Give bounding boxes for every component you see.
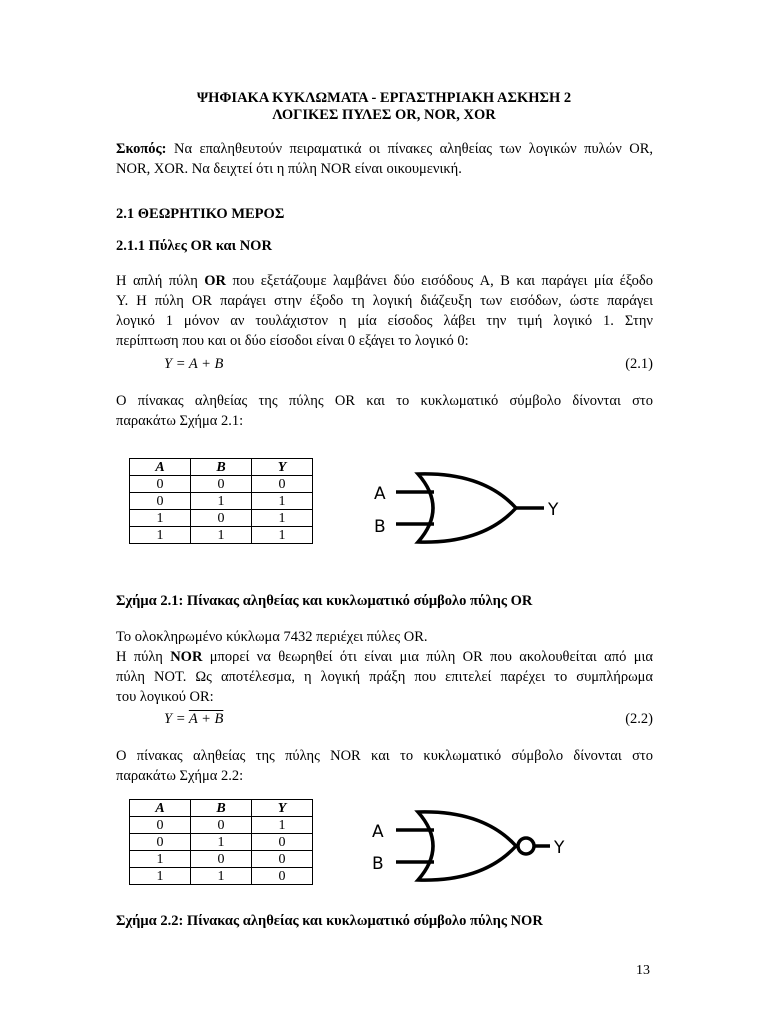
table-cell: 0 <box>191 476 252 493</box>
table-cell: 1 <box>130 868 191 885</box>
nor-table-intro-line2: παρακάτω Σχήμα 2.2: <box>116 768 244 784</box>
page-number: 13 <box>636 963 650 978</box>
table-row <box>130 851 313 868</box>
header-b: B <box>191 800 252 817</box>
table-cell: 1 <box>252 817 313 834</box>
nor-input-b-label: B <box>372 854 384 874</box>
table-cell: 1 <box>191 834 252 851</box>
purpose-paragraph <box>116 139 653 179</box>
table-cell: 1 <box>130 510 191 527</box>
figure-caption-2-1: Σχήμα 2.1: Πίνακας αληθείας και κυκλωματικό σύμβολο πύλης OR <box>116 593 533 609</box>
table-row <box>130 868 313 885</box>
table-cell: 0 <box>252 851 313 868</box>
header-b: B <box>191 459 252 476</box>
or-output-y-label: Y <box>548 500 559 520</box>
equation-2-2-number: (2.2) <box>625 711 653 727</box>
table-header-row <box>130 459 313 476</box>
table-cell: 0 <box>130 476 191 493</box>
equation-2-1-number: (2.1) <box>625 356 653 372</box>
table-cell: 1 <box>191 493 252 510</box>
table-cell: 0 <box>130 493 191 510</box>
purpose-line1: Να επαληθευτούν πειραματικά οι πίνακες αληθείας των λογικών πυλών OR, <box>173 141 653 157</box>
table-cell: 0 <box>252 868 313 885</box>
or-intro-paragraph <box>116 271 653 351</box>
table-row <box>130 834 313 851</box>
or-input-b-label: B <box>374 517 386 537</box>
equation-2-2 <box>164 711 223 728</box>
table-cell: 1 <box>130 851 191 868</box>
purpose-line2: NOR, XOR. Να δειχτεί ότι η πύλη NOR είναι οικουμενική. <box>116 161 462 177</box>
or-table-intro-line1: Ο πίνακας αληθείας της πύλης OR και το κυκλωματικό σύμβολο δίνονται στο <box>116 393 653 409</box>
table-row <box>130 510 313 527</box>
header-y: Y <box>252 459 313 476</box>
nor-table-intro <box>116 746 653 786</box>
eq2-lhs: Y = <box>164 711 189 727</box>
table-cell: 1 <box>252 493 313 510</box>
or-truth-table <box>129 458 313 544</box>
table-cell: 1 <box>191 868 252 885</box>
table-cell: 0 <box>191 817 252 834</box>
header-a: A <box>130 800 191 817</box>
nor-table-intro-line1: Ο πίνακας αληθείας της πύλης NOR και το κυκλωματικό σύμβολο δίνονται στο <box>116 748 653 764</box>
doc-title-line2: ΛΟΓΙΚΕΣ ΠΥΛΕΣ OR, NOR, XOR <box>272 107 496 123</box>
or-input-a-label: A <box>374 484 386 504</box>
header-y: Y <box>252 800 313 817</box>
or-intro-line2: Y. Η πύλη OR παράγει στην έξοδο τη λογική διάζευξη των εισόδων, ώστε παράγει <box>116 293 653 309</box>
table-cell: 1 <box>191 527 252 544</box>
doc-title-line1: ΨΗΦΙΑΚΑ ΚΥΚΛΩΜΑΤΑ - ΕΡΓΑΣΤΗΡΙΑΚΗ ΑΣΚΗΣΗ 2 <box>196 90 572 106</box>
table-cell: 1 <box>130 527 191 544</box>
purpose-label: Σκοπός: <box>116 141 167 157</box>
table-cell: 0 <box>252 834 313 851</box>
or-intro-line1-post: που εξετάζουμε λαμβάνει δύο εισόδους A, B και παράγει μία έξοδο <box>226 273 653 289</box>
table-cell: 1 <box>252 510 313 527</box>
nor-intro-line2: πύλη NOT. Ως αποτέλεσμα, η λογική πράξη που επιτελεί παρέχει το συμπλήρωμα <box>116 669 653 685</box>
nor-intro-line1-pre: Η πύλη <box>116 649 171 665</box>
nor-gate-shape <box>396 812 550 880</box>
or-intro-line1-pre: Η απλή πύλη <box>116 273 205 289</box>
nor-intro-line1-post: μπορεί να θεωρηθεί ότι είναι μια πύλη OR που ακολουθείται από μια <box>202 649 653 665</box>
or-gate-symbol <box>368 462 598 562</box>
nor-input-a-label: A <box>372 822 384 842</box>
table-row <box>130 493 313 510</box>
table-cell: 0 <box>191 510 252 527</box>
figure-caption-2-2: Σχήμα 2.2: Πίνακας αληθείας και κυκλωματικό σύμβολο πύλης NOR <box>116 913 543 929</box>
table-cell: 0 <box>130 834 191 851</box>
nor-intro-bold: NOR <box>170 649 203 665</box>
ic-text: Το ολοκληρωμένο κύκλωμα 7432 περιέχει πύλες OR. <box>116 629 428 645</box>
table-row <box>130 527 313 544</box>
or-gate-shape <box>396 474 544 542</box>
table-cell: 0 <box>130 817 191 834</box>
equation-2-1 <box>164 356 223 373</box>
or-table-intro <box>116 391 653 431</box>
eq1-lhs: Y = <box>164 356 189 372</box>
nor-gate-symbol <box>366 802 596 902</box>
table-row <box>130 476 313 493</box>
table-cell: 1 <box>252 527 313 544</box>
nor-truth-table <box>129 799 313 885</box>
table-header-row <box>130 800 313 817</box>
or-table-intro-line2: παρακάτω Σχήμα 2.1: <box>116 413 244 429</box>
header-a: A <box>130 459 191 476</box>
table-cell: 0 <box>252 476 313 493</box>
nor-intro-paragraph <box>116 627 653 707</box>
eq2-rhs: A + B <box>188 711 224 727</box>
or-intro-line4: περίπτωση που και οι δύο είσοδοι είναι 0 εξάγει το λογικό 0: <box>116 333 469 349</box>
or-intro-line3: λογικό 1 μόνον αν τουλάχιστον η μία είσοδος λάβει την τιμή λογικό 1. Στην <box>116 313 653 329</box>
section-heading: 2.1 ΘΕΩΡΗΤΙΚΟ ΜΕΡΟΣ <box>116 206 285 222</box>
subsection-heading: 2.1.1 Πύλες OR και NOR <box>116 238 272 254</box>
nor-intro-line3: του λογικού OR: <box>116 689 214 705</box>
table-row <box>130 817 313 834</box>
or-intro-bold: OR <box>204 273 227 289</box>
eq1-rhs: A + B <box>188 356 224 372</box>
table-cell: 0 <box>191 851 252 868</box>
nor-output-y-label: Y <box>554 838 565 858</box>
